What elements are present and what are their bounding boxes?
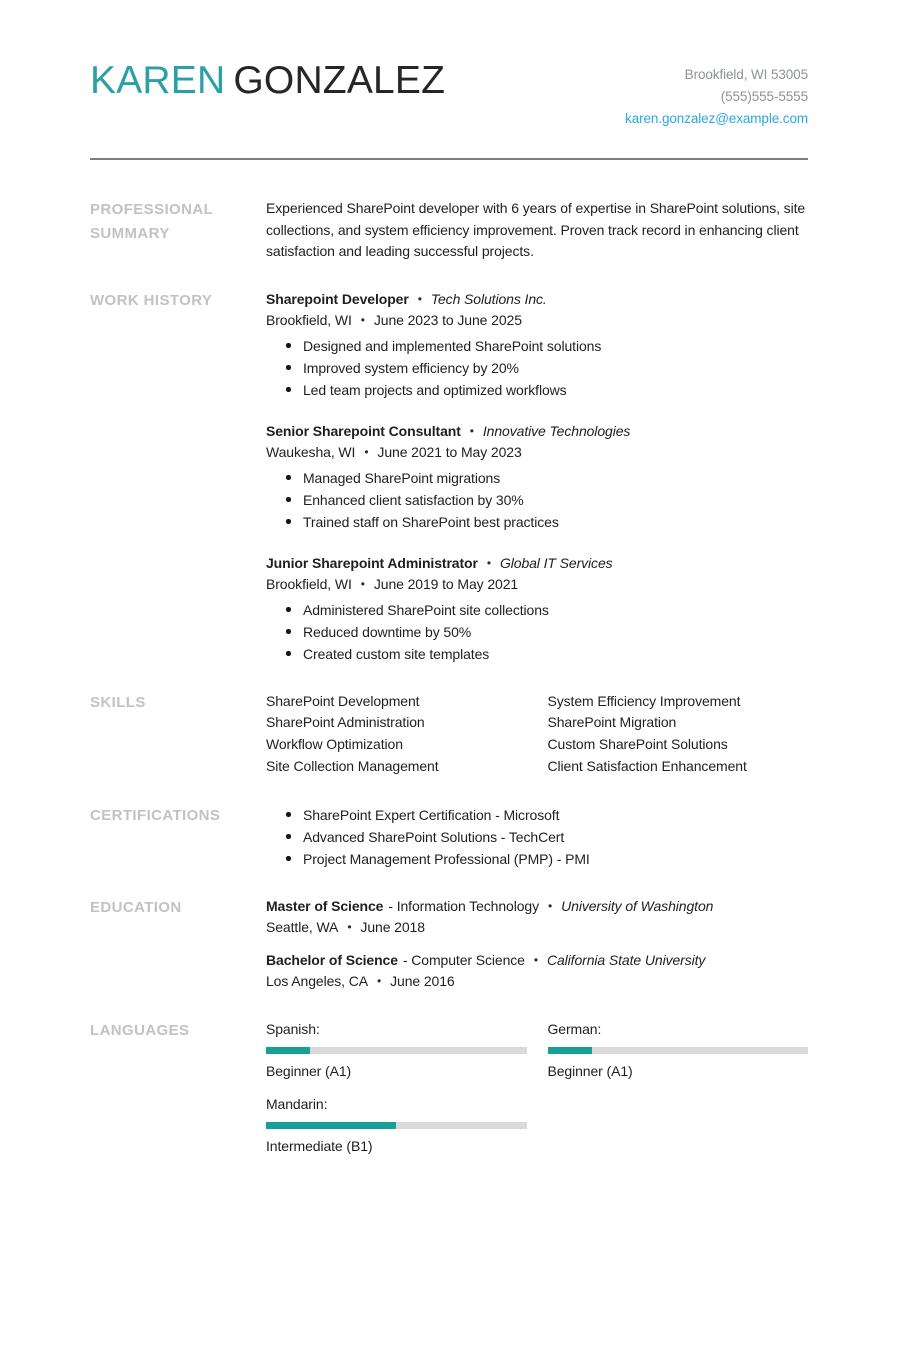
skill-item: SharePoint Development (266, 692, 420, 709)
language-progress-track (266, 1122, 527, 1129)
section-label-summary: PROFESSIONAL SUMMARY (90, 201, 213, 242)
job-company: Innovative Technologies (482, 422, 631, 439)
contact-info (625, 60, 808, 130)
dot-separator: • (377, 974, 382, 989)
job-title-line (266, 421, 808, 443)
job-bullet-list (266, 467, 808, 533)
contact-phone: (555)555-5555 (720, 89, 808, 104)
job-bullet-list (266, 599, 808, 665)
dot-separator: • (347, 920, 352, 935)
skill-item: Workflow Optimization (266, 736, 403, 753)
dot-separator: • (360, 313, 365, 327)
language-progress-track (548, 1047, 809, 1054)
certification-item: Advanced SharePoint Solutions - TechCert (303, 826, 808, 848)
job-location: Brookfield, WI (266, 312, 352, 328)
job-location: Waukesha, WI (266, 444, 356, 460)
job-entry (266, 289, 808, 401)
language-name: Spanish: (266, 1020, 320, 1037)
language-progress-track (266, 1047, 527, 1054)
section-languages (90, 1019, 808, 1162)
job-bullet: Managed SharePoint migrations (303, 467, 808, 489)
skill-item: System Efficiency Improvement (547, 692, 741, 709)
skills-column-left (266, 691, 527, 778)
language-name: German: (547, 1020, 602, 1037)
job-meta-line (266, 442, 808, 464)
job-entry (266, 421, 808, 533)
job-dates: June 2021 to May 2023 (377, 444, 522, 460)
section-certifications (90, 804, 808, 870)
header-divider (90, 158, 808, 160)
job-entry (266, 553, 808, 665)
dot-separator: • (548, 898, 553, 913)
section-work-history (90, 289, 808, 665)
section-education (90, 896, 808, 993)
dot-separator: • (469, 423, 474, 438)
section-label-education: EDUCATION (90, 898, 182, 916)
dot-separator: • (364, 445, 369, 459)
languages-grid (266, 1019, 808, 1162)
job-dates: June 2023 to June 2025 (373, 312, 522, 328)
job-company: Global IT Services (499, 554, 613, 571)
degree-field: - Information Technology (388, 897, 540, 914)
skill-item: Client Satisfaction Enhancement (547, 757, 747, 774)
job-title: Junior Sharepoint Administrator (266, 554, 478, 571)
job-dates: June 2019 to May 2021 (373, 576, 519, 592)
last-name: GONZALEZ (233, 59, 446, 102)
language-name: Mandarin: (266, 1095, 328, 1112)
job-company: Tech Solutions Inc. (430, 290, 547, 307)
section-label-work-history: WORK HISTORY (90, 291, 213, 309)
degree-field: - Computer Science (402, 951, 525, 968)
skill-item: SharePoint Migration (547, 714, 677, 731)
job-title: Senior Sharepoint Consultant (266, 422, 461, 439)
header (90, 60, 808, 130)
degree-school: University of Washington (561, 897, 714, 914)
summary-text: Experienced SharePoint developer with 6 years of expertise in SharePoint solutions, site collections, and system efficiency improvement. Proven track record in enhancing client satisfaction and leading successful projects. (266, 200, 806, 259)
degree-location: Los Angeles, CA (266, 973, 369, 990)
job-title-line (266, 553, 808, 575)
job-bullet: Reduced downtime by 50% (303, 621, 808, 643)
skill-item: SharePoint Administration (266, 714, 425, 731)
first-name: KAREN (90, 59, 226, 102)
dot-separator: • (360, 577, 365, 591)
degree-location: Seattle, WA (266, 919, 339, 936)
degree-title-line (266, 950, 808, 972)
degree-meta-line (266, 917, 808, 939)
certification-item: SharePoint Expert Certification - Microsoft (303, 804, 808, 826)
contact-address: Brookfield, WI 53005 (684, 67, 808, 82)
job-meta-line (266, 574, 808, 596)
job-bullet: Improved system efficiency by 20% (303, 357, 808, 379)
language-item-german (548, 1019, 809, 1081)
degree-date: June 2016 (390, 973, 455, 990)
section-professional-summary (90, 198, 808, 263)
language-progress-fill (266, 1047, 310, 1054)
skill-item: Site Collection Management (266, 757, 439, 774)
skills-column-right (548, 691, 809, 778)
job-meta-line (266, 310, 808, 332)
language-progress-fill (266, 1122, 396, 1129)
skill-item: Custom SharePoint Solutions (547, 736, 728, 753)
certification-list (266, 804, 808, 870)
degree-name: Bachelor of Science (266, 951, 398, 968)
language-item-spanish (266, 1019, 527, 1081)
job-title: Sharepoint Developer (266, 290, 409, 307)
section-skills (90, 691, 808, 778)
job-bullet: Designed and implemented SharePoint solutions (303, 335, 808, 357)
language-progress-fill (548, 1047, 592, 1054)
language-item-mandarin (266, 1094, 527, 1156)
degree-title-line (266, 896, 808, 918)
education-entry (266, 950, 808, 993)
skills-columns (266, 691, 808, 778)
section-label-skills: SKILLS (90, 693, 146, 711)
job-bullet: Trained staff on SharePoint best practices (303, 511, 808, 533)
degree-name: Master of Science (266, 897, 384, 914)
job-bullet: Administered SharePoint site collections (303, 599, 808, 621)
dot-separator: • (417, 291, 422, 306)
job-bullet: Created custom site templates (303, 643, 808, 665)
language-level: Intermediate (B1) (266, 1137, 373, 1154)
job-bullet: Led team projects and optimized workflows (303, 379, 808, 401)
dot-separator: • (533, 952, 538, 967)
candidate-name (90, 60, 445, 102)
degree-school: California State University (546, 951, 706, 968)
section-label-languages: LANGUAGES (90, 1021, 190, 1039)
contact-email-link[interactable]: karen.gonzalez@example.com (625, 111, 808, 126)
language-level: Beginner (A1) (547, 1062, 633, 1079)
dot-separator: • (486, 555, 491, 570)
degree-meta-line (266, 971, 808, 993)
section-label-certifications: CERTIFICATIONS (90, 806, 221, 824)
education-entry (266, 896, 808, 939)
degree-date: June 2018 (360, 919, 425, 936)
language-level: Beginner (A1) (266, 1062, 352, 1079)
job-bullet-list (266, 335, 808, 401)
job-location: Brookfield, WI (266, 576, 352, 592)
job-title-line (266, 289, 808, 311)
job-bullet: Enhanced client satisfaction by 30% (303, 489, 808, 511)
certification-item: Project Management Professional (PMP) - PMI (303, 848, 808, 870)
